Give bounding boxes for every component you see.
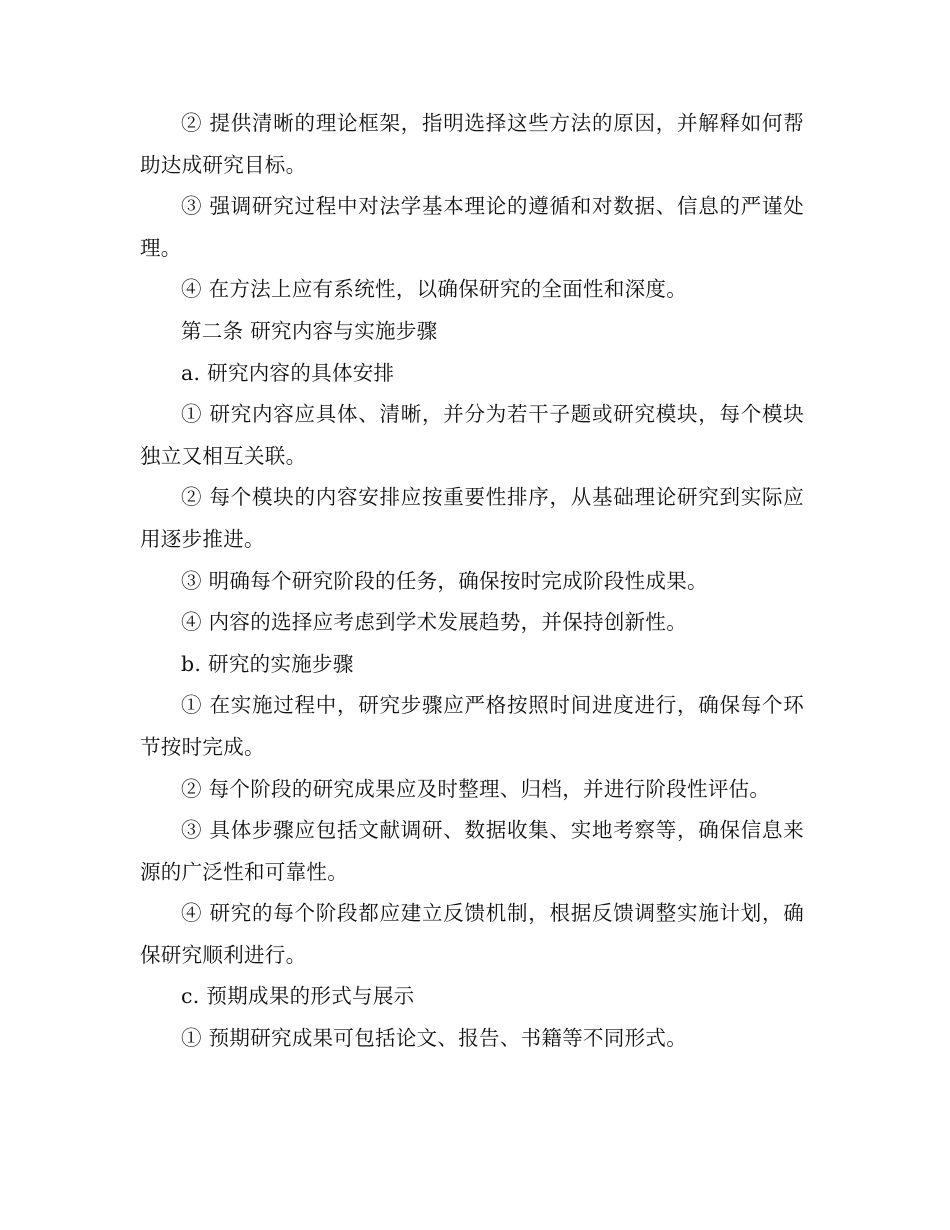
- paragraph-method-framework: ② 提供清晰的理论框架，指明选择这些方法的原因，并解释如何帮助达成研究目标。: [140, 111, 804, 177]
- subheading-b-steps: b. 研究的实施步骤: [181, 651, 354, 676]
- paragraph-results-forms: ① 预期研究成果可包括论文、报告、书籍等不同形式。: [181, 1026, 688, 1051]
- paragraph-method-rigor: ③ 强调研究过程中对法学基本理论的遵循和对数据、信息的严谨处理。: [140, 194, 804, 260]
- paragraph-content-modules: ① 研究内容应具体、清晰，并分为若干子题或研究模块，每个模块独立又相互关联。: [140, 402, 804, 468]
- subheading-c-results: c. 预期成果的形式与展示: [181, 984, 415, 1009]
- paragraph-steps-archive: ② 每个阶段的研究成果应及时整理、归档，并进行阶段性评估。: [181, 776, 771, 801]
- paragraph-steps-research: ③ 具体步骤应包括文献调研、数据收集、实地考察等，确保信息来源的广泛性和可靠性。: [140, 818, 804, 884]
- paragraph-method-systematic: ④ 在方法上应有系统性，以确保研究的全面性和深度。: [181, 277, 688, 302]
- paragraph-steps-schedule: ① 在实施过程中，研究步骤应严格按照时间进度进行，确保每个环节按时完成。: [140, 693, 804, 759]
- paragraph-content-order: ② 每个模块的内容安排应按重要性排序，从基础理论研究到实际应用逐步推进。: [140, 485, 804, 551]
- section-heading-article-2: 第二条 研究内容与实施步骤: [181, 318, 438, 343]
- paragraph-steps-feedback: ④ 研究的每个阶段都应建立反馈机制，根据反馈调整实施计划，确保研究顺利进行。: [140, 901, 804, 967]
- paragraph-content-innovation: ④ 内容的选择应考虑到学术发展趋势，并保持创新性。: [181, 610, 688, 635]
- paragraph-content-tasks: ③ 明确每个研究阶段的任务，确保按时完成阶段性成果。: [181, 568, 708, 593]
- subheading-a-content: a. 研究内容的具体安排: [181, 360, 395, 385]
